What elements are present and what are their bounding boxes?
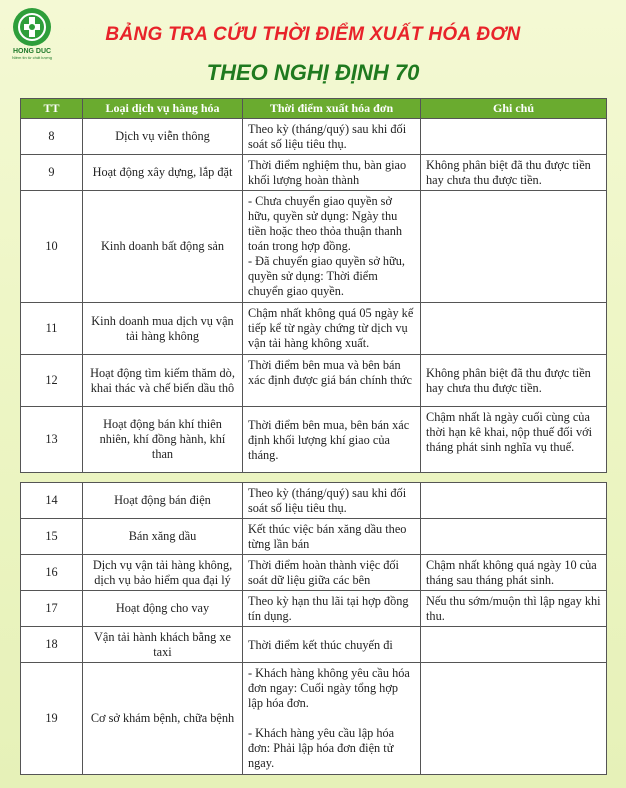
table-row [21,191,607,303]
brand-name: HONG DUC [12,48,52,55]
row-tt: 13 [21,407,83,473]
row-service: Hoạt động cho vay [83,591,243,627]
row-time: Thời điểm hoàn thành việc đối soát dữ liệu giữa các bên [243,555,421,591]
table-row [21,663,607,775]
row-note: Không phân biệt đã thu được tiền hay chưa thu được tiền. [421,355,607,407]
table-row [21,119,607,155]
row-tt: 14 [21,483,83,519]
row-time: Kết thúc việc bán xăng dầu theo từng lần bán [243,519,421,555]
row-service: Bán xăng dầu [83,519,243,555]
header-time: Thời điểm xuất hóa đơn [243,99,421,119]
row-service: Hoạt động bán khí thiên nhiên, khí đồng hành, khí than [83,407,243,473]
row-time: Thời điểm nghiệm thu, bàn giao khối lượng hoàn thành [243,155,421,191]
row-time: - Khách hàng không yêu cầu hóa đơn ngay: Cuối ngày tổng hợp lập hóa đơn. - Khách hàng yêu cầu lập hóa đơn: Phải lập hóa đơn điện tử ngay. [243,663,421,775]
row-tt: 12 [21,355,83,407]
row-service: Cơ sở khám bệnh, chữa bệnh [83,663,243,775]
row-time: Thời điểm bên mua, bên bán xác định khối lượng khí giao của tháng. [243,407,421,473]
row-note [421,483,607,519]
row-time: Thời điểm bên mua và bên bán xác định được giá bán chính thức [243,355,421,407]
row-note [421,519,607,555]
row-note [421,191,607,303]
row-service: Dịch vụ vận tải hàng không, dịch vụ bảo hiểm qua đại lý [83,555,243,591]
invoice-table-part-2 [20,482,607,775]
header-service: Loại dịch vụ hàng hóa [83,99,243,119]
row-tt: 17 [21,591,83,627]
row-tt: 18 [21,627,83,663]
row-service: Dịch vụ viễn thông [83,119,243,155]
page-title: BẢNG TRA CỨU THỜI ĐIỂM XUẤT HÓA ĐƠN [105,24,521,45]
row-note [421,627,607,663]
row-tt: 16 [21,555,83,591]
row-note [421,663,607,775]
row-time: Thời điểm kết thúc chuyến đi [243,627,421,663]
row-note: Không phân biệt đã thu được tiền hay chưa thu được tiền. [421,155,607,191]
row-time: Theo kỳ hạn thu lãi tại hợp đồng tín dụng. [243,591,421,627]
row-service: Hoạt động xây dựng, lắp đặt [83,155,243,191]
row-service: Kinh doanh mua dịch vụ vận tải hàng không [83,303,243,355]
table-row [21,303,607,355]
row-note: Chậm nhất là ngày cuối cùng của thời hạn kê khai, nộp thuế đối với tháng phát sinh nghĩa vụ thuế. [421,407,607,473]
row-time: Theo kỳ (tháng/quý) sau khi đối soát số liệu tiêu thụ. [243,483,421,519]
row-tt: 10 [21,191,83,303]
row-tt: 8 [21,119,83,155]
table-row [21,627,607,663]
table-row [21,355,607,407]
header-note: Ghi chú [421,99,607,119]
invoice-table-part-1 [20,98,607,473]
row-tt: 19 [21,663,83,775]
row-tt: 11 [21,303,83,355]
row-note: Chậm nhất không quá ngày 10 của tháng sau tháng phát sinh. [421,555,607,591]
header-tt: TT [21,99,83,119]
table-row [21,155,607,191]
row-service: Vận tải hành khách bằng xe taxi [83,627,243,663]
row-service: Hoạt động bán điện [83,483,243,519]
row-note [421,303,607,355]
brand-slogan: Niềm tin từ chất lượng [12,55,52,60]
table-row [21,555,607,591]
row-note: Nếu thu sớm/muộn thì lập ngay khi thu. [421,591,607,627]
row-tt: 15 [21,519,83,555]
row-service: Kinh doanh bất động sản [83,191,243,303]
table-row [21,591,607,627]
table-row [21,407,607,473]
row-time: Chậm nhất không quá 05 ngày kế tiếp kể từ ngày chứng từ dịch vụ vận tải hàng không xuất. [243,303,421,355]
table-header-row [21,99,607,119]
row-note [421,119,607,155]
row-time: - Chưa chuyển giao quyền sở hữu, quyền sử dụng: Ngày thu tiền hoặc theo thỏa thuận thanh toán trong hợp đồng. - Đã chuyển giao quyền sở hữu, quyền sử dụng: Thời điểm chuyển giao quyền. [243,191,421,303]
table-row [21,483,607,519]
row-service: Hoạt động tìm kiếm thăm dò, khai thác và chế biến dầu thô [83,355,243,407]
page-subtitle: THEO NGHỊ ĐỊNH 70 [206,60,420,85]
row-tt: 9 [21,155,83,191]
row-time: Theo kỳ (tháng/quý) sau khi đối soát số liệu tiêu thụ. [243,119,421,155]
table-row [21,519,607,555]
